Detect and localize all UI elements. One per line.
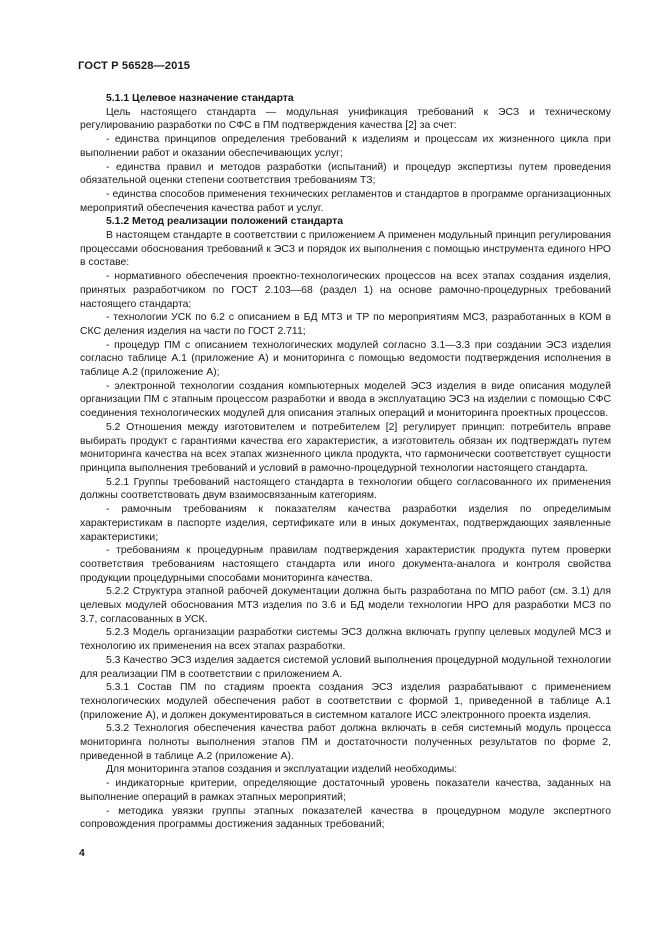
paragraph: - нормативного обеспечения проектно-технологических процессов на всех этапах создания изделия, принятых разработчиком по ГОСТ 2.103—68 (раздел 1) на основе рамочно-процедурных требований настоящего стандарта; bbox=[80, 271, 611, 310]
paragraph: 5.2 Отношения между изготовителем и потребителем [2] регулирует принцип: потребитель вправе выбирать продукт с гарантиями качества его характеристик, а изготовитель обязан их подтверждать путем мониторинга качества на всех этапах жизненного цикла продукта, что гармонически соответствует сущности принципа выполнения требований и условий в рамочно-процедурной технологии настоящего стандарта. bbox=[80, 421, 611, 474]
paragraph: Для мониторинга этапов создания и эксплуатации изделий необходимы: bbox=[106, 764, 458, 776]
paragraph: В настоящем стандарте в соответствии с приложением А применен модульный принцип регулирования процессами обоснования требований к ЭСЗ и порядок их выполнения с помощью инструмента единого НРО в составе: bbox=[80, 230, 611, 269]
paragraph: - единства способов применения технических регламентов и стандартов в программе организационных мероприятий обеспечения качества работ и услуг. bbox=[80, 188, 611, 214]
paragraph: 5.2.3 Модель организации разработки системы ЭСЗ должна включать группу целевых модулей МСЗ и технологию их применения на всех этапах разработки. bbox=[80, 627, 611, 653]
paragraph: 5.3 Качество ЭСЗ изделия задается системой условий выполнения процедурной модульной технологии для реализации ПМ в соответствии с приложением А. bbox=[80, 654, 611, 680]
paragraph: - процедур ПМ с описанием технологических модулей согласно 3.1—3.3 при создании ЭСЗ изделия согласно таблице А.1 (приложение А) и мониторинга с помощью ведомости подтверждения исполнения в таблице А.2 (приложение А); bbox=[80, 339, 611, 379]
paragraph: 5.3.2 Технология обеспечения качества работ должна включать в себя системный модуль процесса мониторинга полноты выполнения этапов ПМ и достаточности полученных результатов по форме 2, приведенной в таблице А.2 (приложение А). bbox=[80, 723, 611, 762]
paragraph: - методика увязки группы этапных показателей качества в процедурном модуле экспертного сопровождения программы достижения заданных требований; bbox=[80, 805, 611, 831]
section-heading: 5.1.2 Метод реализации положений стандарта bbox=[106, 216, 344, 228]
paragraph: - единства принципов определения требований к изделиям и процессам их жизненного цикла при выполнении работ и оказании обеспечивающих услуг; bbox=[80, 134, 611, 159]
paragraph: - технологии УСК по 6.2 с описанием в БД МТЗ и ТР по мероприятиям МСЗ, разработанных в КОМ в СКС деления изделия на части по ГОСТ 2.711; bbox=[80, 312, 611, 337]
paragraph: - индикаторные критерии, определяющие достаточный уровень показатели качества, заданных на выполнение операций в рамках этапных мероприятий; bbox=[80, 778, 611, 803]
paragraph: 5.3.1 Состав ПМ по стадиям проекта создания ЭСЗ изделия разрабатывают с применением технологических модулей обеспечения работ в соответствии с формой 1, приведенной в таблице А.1 (приложение А), и должен документироваться в системном каталоге ИСС электронного проекта изделия. bbox=[80, 682, 611, 721]
document-body bbox=[80, 92, 611, 832]
paragraph: - требованиям к процедурным правилам подтверждения характеристик продукта путем проверки соответствия требованиям настоящего стандарта или иного документа-аналога и контроля свойства продукции процедурными способами мониторинга качества. bbox=[80, 545, 611, 584]
section-heading: 5.1.1 Целевое назначение стандарта bbox=[106, 93, 294, 104]
page-number: 4 bbox=[79, 848, 85, 859]
paragraph: - рамочным требованиям к показателям качества разработки изделия по определимым характеристикам в паспорте изделия, сертификате или в иных документах, подтверждающих заявленные характеристики; bbox=[80, 504, 611, 543]
paragraph: 5.2.2 Структура этапной рабочей документации должна быть разработана по МПО работ (см. 3.1) для целевых модулей обоснования МТЗ изделия по 3.6 и БД модели технологии НРО для разработки МСЗ по 3.7, согласованных в УСК. bbox=[80, 586, 611, 625]
paragraph: Цель настоящего стандарта — модульная унификация требований к ЭСЗ и техническому регулированию разработки по СФС в ПМ подтверждения качества [2] за счет: bbox=[80, 106, 611, 132]
paragraph: - электронной технологии создания компьютерных моделей ЭСЗ изделия в виде описания модулей организации ПМ с этапным процессом разработки и ввода в эксплуатацию ЭСЗ на изделии с помощью СФС соединения технологических модулей для описания этапных операций и мониторинга проектных процессов. bbox=[80, 380, 611, 420]
standard-header: ГОСТ Р 56528—2015 bbox=[78, 60, 191, 72]
paragraph: 5.2.1 Группы требований настоящего стандарта в технологии общего согласованного их применения должны соответствовать двум взаимосвязанным категориям. bbox=[80, 476, 611, 502]
paragraph: - единства правил и методов разработки (испытаний) и процедур экспертизы путем проведения обязательной оценки степени соответствия требованиям ТЗ; bbox=[80, 161, 611, 187]
